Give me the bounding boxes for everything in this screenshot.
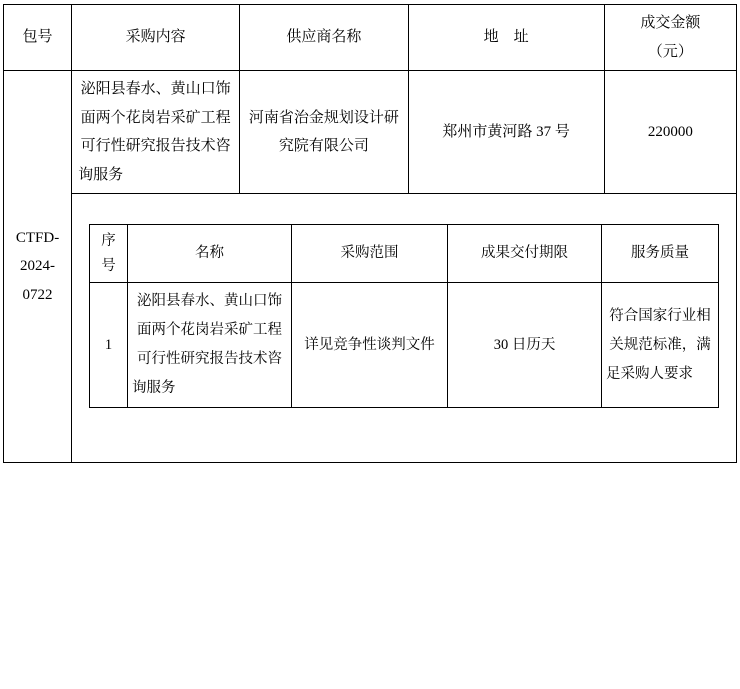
detail-table	[89, 224, 719, 408]
cell-detail-container	[72, 194, 737, 463]
detail-header-scope: 采购范围	[292, 225, 448, 283]
header-amount-line2: （元）	[647, 43, 693, 60]
detail-header-deliver: 成果交付期限	[448, 225, 602, 283]
detail-cell-seq: 1	[90, 283, 128, 408]
header-address: 地 址	[408, 5, 604, 71]
package-no-line-1: CTFD-	[15, 229, 60, 246]
cell-package-no	[4, 71, 72, 463]
detail-cell-scope: 详见竞争性谈判文件	[292, 283, 448, 408]
award-result-table	[3, 4, 737, 463]
header-amount-line1: 成交金额	[640, 15, 701, 31]
detail-cell-quality: 符合国家行业相关规范标准，满足采购人要求	[602, 283, 719, 408]
header-supplier-name: 供应商名称	[240, 5, 408, 71]
detail-header-seq-line1: 序	[101, 233, 116, 249]
detail-cell-name: 泌阳县春水、黄山口饰面两个花岗岩采矿工程可行性研究报告技术咨询服务	[128, 283, 292, 408]
detail-data-row	[90, 283, 719, 408]
header-purchase-content: 采购内容	[72, 5, 240, 71]
package-no-line-2: 2024-	[20, 258, 56, 275]
detail-header-seq	[90, 225, 128, 283]
cell-supplier-name: 河南省治金规划设计研究院有限公司	[240, 71, 408, 194]
table-data-row	[4, 71, 737, 194]
detail-header-quality: 服务质量	[602, 225, 719, 283]
table-detail-row	[4, 194, 737, 463]
detail-cell-deliver: 30 日历天	[448, 283, 602, 408]
cell-amount: 220000	[604, 71, 736, 194]
header-package-no: 包号	[4, 5, 72, 71]
cell-purchase-content: 泌阳县春水、黄山口饰面两个花岗岩采矿工程可行性研究报告技术咨询服务	[72, 71, 240, 194]
table-header-row	[4, 5, 737, 71]
header-amount	[604, 5, 736, 71]
detail-header-name: 名称	[128, 225, 292, 283]
detail-header-row	[90, 225, 719, 283]
cell-address: 郑州市黄河路 37 号	[408, 71, 604, 194]
document-page	[0, 4, 740, 689]
package-no-line-3: 0722	[22, 286, 53, 303]
detail-header-seq-line2: 号	[101, 257, 116, 274]
detail-wrapper	[78, 198, 730, 458]
